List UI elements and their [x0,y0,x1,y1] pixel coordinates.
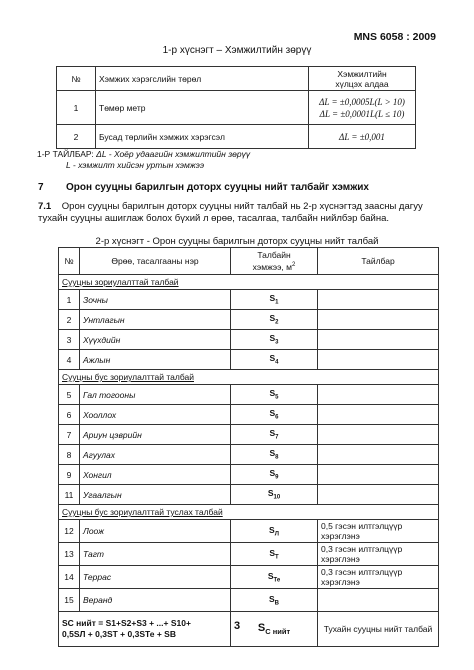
table-row: 8 Агуулах $S_8$ [59,445,439,465]
header-no: № [57,67,96,91]
table-row: 15 Веранд $S_В$ [59,589,439,612]
header-no: № [59,248,80,275]
group-auxiliary: Сууцны бус зориулалттай туслах талбай [59,505,439,520]
section-heading [38,182,369,193]
row-tolerance: ΔL = ±0,0005L(L > 10) ΔL = ±0,0001L(L ≤ 10) [309,91,416,125]
table-row: 11 Угаалгын $S_{10}$ [59,485,439,505]
table-row: 2 Унтлагын $S_2$ [59,310,439,330]
paragraph-text: Орон сууцны барилгын доторх сууцны нийт талбай нь 2-р хүснэгтэд заасны дагуу тухайн сууцны ашиглаж болох бүхий л өрөө, тасалгаа, талбайн нийлбэр байна. [38,201,423,224]
table-row: 7 Ариун цэврийн $S_7$ [59,425,439,445]
header-room-name: Өрөө, тасалгааны нэр [80,248,231,275]
total-symbol: $S_{С нийт}$ [231,612,318,647]
paragraph-7-1 [38,201,438,224]
header-instrument: Хэмжих хэрэгслийн төрөл [96,67,309,91]
header-area: Талбайн хэмжээ, $м^2$ [231,248,318,275]
table-row: 4 Ажлын $S_4$ [59,350,439,370]
table1-caption: 1-р хүснэгт – Хэмжилтийн зөрүү [162,45,312,56]
row-tolerance: ΔL = ±0,001 [309,125,416,149]
table-row: 6 Хооллох $S_6$ [59,405,439,425]
note-label: 1-Р ТАЙЛБАР: [37,149,94,159]
table-row: 3 Хүүхдийн $S_3$ [59,330,439,350]
table2-caption: 2-р хүснэгт - Орон сууцны барилгын доторх сууцны нийт талбай [95,236,379,247]
table1-note [37,149,250,171]
tolerance-table [56,66,416,149]
section-title: Орон сууцны барилгын доторх сууцны нийт талбайг хэмжих [66,182,369,193]
note-line-2: L - хэмжилт хийсэн уртын хэмжээ [66,160,204,170]
row-instrument: Төмөр метр [96,91,309,125]
group-living: Сууцны зориулалттай талбай [59,275,439,290]
header-tolerance: Хэмжилтийн хүлцэх алдаа [309,67,416,91]
total-formula: SС нийт = S1+S2+S3 + ...+ S10+ 0,5SЛ + 0,3SТ + 0,3SТе + SВ [59,612,231,647]
row-no: 2 [57,125,96,149]
table-row: 5 Гал тогооны $S_5$ [59,385,439,405]
section-number: 7 [38,182,44,193]
row-instrument: Бусад төрлийн хэмжих хэрэгсэл [96,125,309,149]
table-row: 1 Зочны $S_1$ [59,290,439,310]
area-table [58,247,439,647]
row-no: 1 [57,91,96,125]
group-non-living: Сууцны бус зориулалттай талбай [59,370,439,385]
table-row: 14 Террас $S_{Те}$ 0,3 гэсэн илтгэлцүүр хэрэглэнэ [59,566,439,589]
total-remark: Тухайн сууцны нийт талбай [318,612,439,647]
page-number: 3 [233,620,241,632]
table-row: 9 Хонгил $S_9$ [59,465,439,485]
standard-number: MNS 6058 : 2009 [353,31,436,43]
note-line-1: ΔL - Хоёр удаагийн хэмжилтийн зөрүү [96,149,251,159]
paragraph-number: 7.1 [38,201,52,212]
header-remark: Тайлбар [318,248,439,275]
table-row: 12 Лоож $S_Л$ 0,5 гэсэн илтгэлцүүр хэрэглэнэ [59,520,439,543]
table-row: 13 Тагт $S_Т$ 0,3 гэсэн илтгэлцүүр хэрэглэнэ [59,543,439,566]
